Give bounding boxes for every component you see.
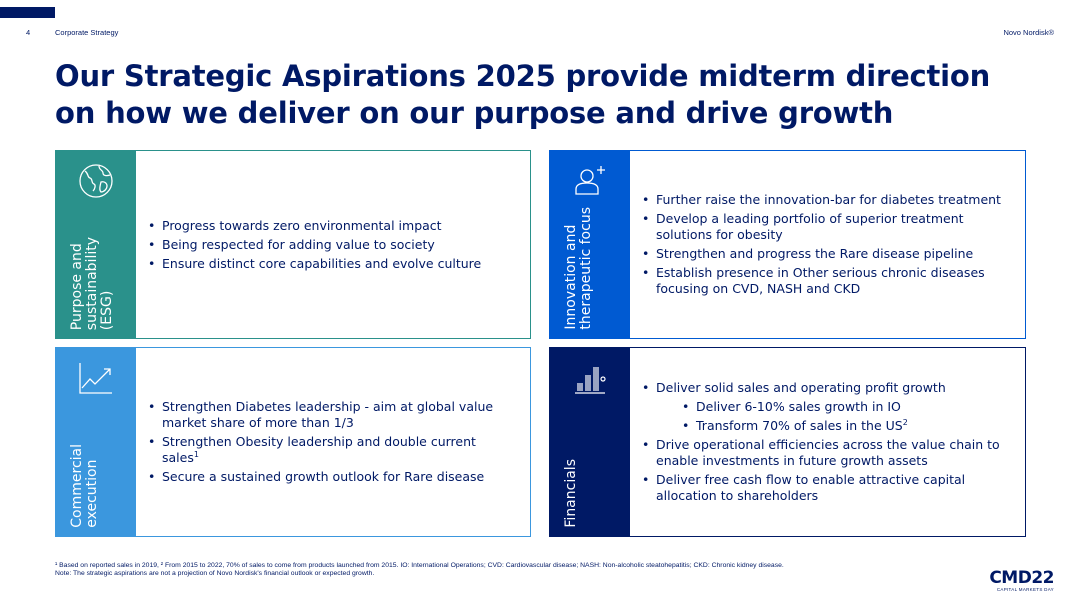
bullet-list	[146, 396, 512, 488]
bullet-list	[640, 377, 1007, 507]
bar-chart-icon	[570, 358, 610, 398]
brand-name: Novo Nordisk®	[1003, 28, 1054, 37]
bullet-item: • Strengthen and progress the Rare disease pipeline	[640, 246, 1007, 262]
bullet-list	[146, 215, 481, 275]
card-innovation-therapeutic	[549, 150, 1026, 339]
card-body	[136, 151, 530, 338]
top-accent-bar	[0, 7, 55, 18]
event-logo-main: CMD22	[989, 568, 1054, 588]
bullet-text: Transform 70% of sales in the US	[696, 418, 903, 433]
card-side-panel	[56, 151, 136, 338]
footnote	[55, 562, 975, 578]
person-plus-icon	[570, 161, 610, 201]
bullet-item: • Drive operational efficiencies across the value chain to enable investments in future growth assets	[640, 437, 1007, 469]
bullet-item: • Further raise the innovation-bar for diabetes treatment	[640, 192, 1007, 208]
sub-bullet-item	[640, 418, 1007, 434]
event-logo-sub: CAPITAL MARKETS DAY	[996, 587, 1054, 592]
footnote-line: ¹ Based on reported sales in 2019, ² From 2015 to 2022, 70% of sales to come from products launched from 2015. IO: International Operations; CVD: Cardiovascular disease; NASH: Non-alcoholic steatohepatitis; CKD: Chronic kidney disease.	[55, 562, 784, 569]
slide-title: Our Strategic Aspirations 2025 provide midterm direction on how we deliver on our purpose and drive growth	[55, 59, 991, 130]
card-financials	[549, 347, 1026, 537]
card-purpose-sustainability	[55, 150, 531, 339]
card-side-panel	[56, 348, 136, 536]
card-body	[136, 348, 530, 536]
bullet-item: • Deliver solid sales and operating profit growth	[640, 380, 1007, 396]
section-label: Corporate Strategy	[55, 28, 119, 37]
globe-icon	[76, 161, 116, 201]
bullet-item: • Deliver free cash flow to enable attractive capital allocation to shareholders	[640, 472, 1007, 504]
trend-chart-icon	[76, 358, 116, 398]
card-body	[630, 151, 1025, 338]
footnote-note: Note: The strategic aspirations are not a projection of Novo Nordisk's financial outlook or expected growth.	[55, 570, 375, 577]
bullet-item: • Ensure distinct core capabilities and evolve culture	[146, 256, 481, 272]
footnote-ref: 2	[902, 417, 908, 427]
card-body	[630, 348, 1025, 536]
card-side-panel	[550, 151, 630, 338]
card-category-label: Financials	[563, 459, 579, 528]
bullet-text: Strengthen Obesity leadership and double current sales	[162, 434, 476, 465]
bullet-item: • Progress towards zero environmental impact	[146, 218, 481, 234]
card-category-label: Purpose and sustainability (ESG)	[69, 236, 115, 330]
card-commercial-execution	[55, 347, 531, 537]
bullet-item: • Develop a leading portfolio of superior treatment solutions for obesity	[640, 211, 1007, 243]
bullet-list	[640, 189, 1007, 300]
card-category-label: Innovation and therapeutic focus	[563, 207, 594, 330]
sub-bullet-item: • Deliver 6-10% sales growth in IO	[640, 399, 1007, 415]
event-logo	[989, 570, 1054, 593]
bullet-item	[146, 434, 512, 466]
footnote-ref: 1	[193, 449, 199, 459]
card-side-panel	[550, 348, 630, 536]
card-category-label: Commercial execution	[69, 444, 100, 528]
bullet-item: • Strengthen Diabetes leadership - aim at global value market share of more than 1/3	[146, 399, 512, 431]
bullet-item: • Being respected for adding value to society	[146, 237, 481, 253]
bullet-item: • Establish presence in Other serious chronic diseases focusing on CVD, NASH and CKD	[640, 265, 1007, 297]
bullet-item: • Secure a sustained growth outlook for Rare disease	[146, 469, 512, 485]
page-number: 4	[26, 28, 31, 37]
